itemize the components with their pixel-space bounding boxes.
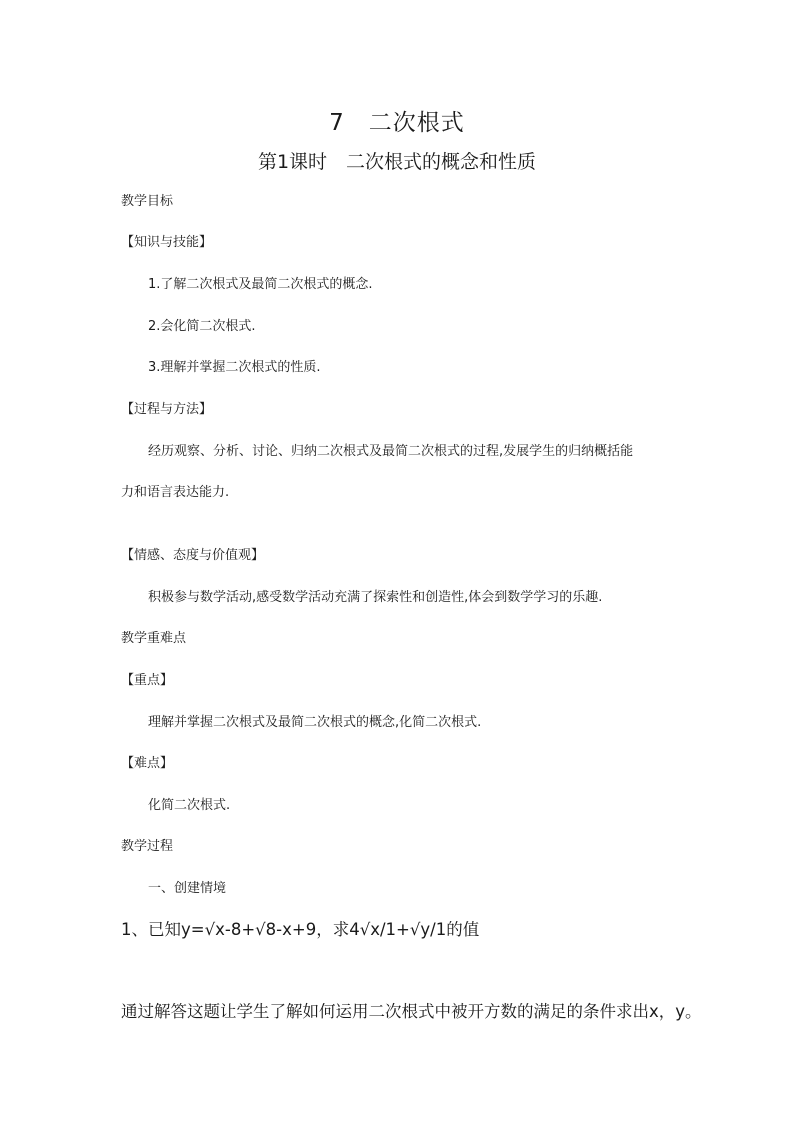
hard-text: 化简二次根式. <box>148 798 231 813</box>
knowledge-item: 1.了解二次根式及最简二次根式的概念. <box>148 277 373 292</box>
process-text-line: 力和语言表达能力. <box>121 485 230 500</box>
hard-heading: 【难点】 <box>121 756 174 771</box>
knowledge-heading: 【知识与技能】 <box>121 235 213 250</box>
explanation-text: 通过解答这题让学生了解如何运用二次根式中被开方数的满足的条件求出x，y。 <box>121 1002 702 1021</box>
lesson-title: 7 二次根式 <box>329 110 465 136</box>
objectives-heading: 教学目标 <box>121 194 174 209</box>
lesson-subtitle: 第1课时 二次根式的概念和性质 <box>257 151 537 173</box>
key-text: 理解并掌握二次根式及最简二次根式的概念,化简二次根式. <box>148 715 482 730</box>
knowledge-item: 2.会化简二次根式. <box>148 319 256 334</box>
problem-text: 1、已知y=√x-8+√8-x+9，求4√x/1+√y/1的值 <box>121 920 480 939</box>
procedure-heading: 教学过程 <box>121 839 174 854</box>
emotion-text: 积极参与数学活动,感受数学活动充满了探索性和创造性,体会到数学学习的乐趣. <box>148 590 603 605</box>
process-heading: 【过程与方法】 <box>121 402 213 417</box>
knowledge-item: 3.理解并掌握二次根式的性质. <box>148 360 321 375</box>
key-heading: 【重点】 <box>121 673 174 688</box>
process-text-line: 经历观察、分析、讨论、归纳二次根式及最简二次根式的过程,发展学生的归纳概括能 <box>148 444 634 459</box>
emotion-heading: 【情感、态度与价值观】 <box>121 548 265 563</box>
scenario-heading: 一、创建情境 <box>148 881 227 896</box>
difficulty-heading: 教学重难点 <box>121 631 187 646</box>
